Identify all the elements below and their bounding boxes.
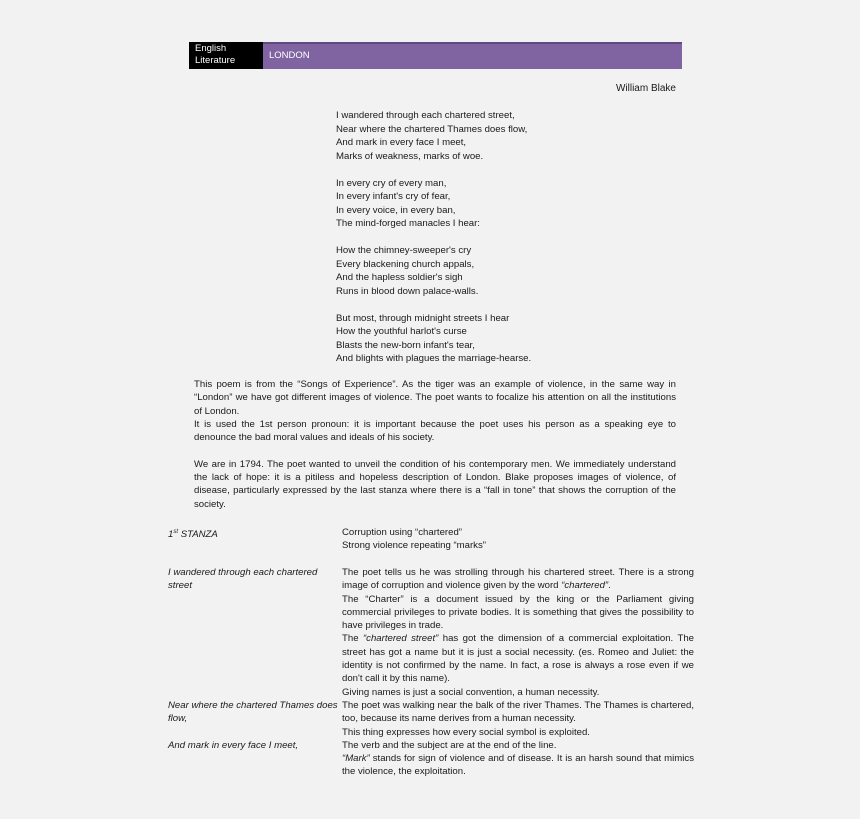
poem-line: Marks of weakness, marks of woe. [336, 150, 484, 162]
poem [336, 109, 531, 379]
intro-paragraph: We are in 1794. The poet wanted to unveil the condition of his contemporary men. We immediately understand the lack of hope: it is a pitiless and hopeless description of London. Blake proposes images of violence, of disease, particularly expressed by the last stanza where there is a “fall in tone” that shows the corruption of the society. [194, 458, 676, 510]
introduction [194, 378, 676, 511]
analysis-row [168, 566, 694, 699]
subject-label: English Literature [189, 42, 263, 69]
poem-line: Near where the chartered Thames does flow, [336, 123, 528, 135]
poem-line: In every infant's cry of fear, [336, 191, 451, 202]
intro-paragraph: This poem is from the “Songs of Experience”. As the tiger was an example of violence, in the same way in “London” we have got different images of violence. The poet wants to focalize his attention on all the institutions of London. [194, 379, 676, 417]
poem-stanza [336, 312, 531, 366]
poem-line: And mark in every face I meet, [336, 137, 467, 148]
analysis-text: The “chartered street” has got the dimension of a commercial exploitation. The street has got a name but it is just a social necessity. (es. Romeo and Juliet: the identity is not confirmed by the name. In fact, a rose is always a rose even if we don't call it by this name). [342, 633, 694, 685]
analysis-text: This thing expresses how every social symbol is exploited. [342, 726, 590, 738]
poem-line: But most, through midnight streets I hear [336, 312, 510, 324]
quoted-line: Near where the chartered Thames does flow, [168, 699, 338, 725]
analysis-text: “Mark” stands for sign of violence and of disease. It is an harsh sound that mimics the violence, the exploitation. [342, 753, 694, 778]
poem-line: The mind-forged manacles I hear: [336, 218, 480, 229]
analysis-text: The “Charter” is a document issued by the king or the Parliament giving commercial privileges to private bodies. It is something that gives the possibility to have privileges in trade. [342, 593, 694, 632]
poem-line: Every blackening church appals, [336, 258, 475, 270]
stanza-heading: 1st STANZA [168, 529, 218, 541]
poem-line: In every voice, in every ban, [336, 204, 456, 216]
stanza-summary: Strong violence repeating “marks” [342, 540, 486, 552]
poem-stanza [336, 177, 531, 231]
header-bar [189, 42, 682, 69]
analysis-text: The poet tells us he was strolling through his chartered street. There is a strong image of corruption and violence given by the word “chartered”. [342, 567, 694, 592]
poem-line: And blights with plagues the marriage-hearse. [336, 353, 532, 364]
intro-paragraph: It is used the 1st person pronoun: it is important because the poet uses his person as a speaking eye to denounce the bad moral values and ideals of his society. [194, 418, 676, 444]
analysis-row [168, 739, 694, 779]
poem-line: Blasts the new-born infant's tear, [336, 339, 475, 351]
poem-line: How the youthful harlot's curse [336, 326, 467, 337]
document-title: LONDON [263, 42, 682, 69]
quoted-line: I wandered through each chartered street [168, 567, 318, 592]
analysis-row [168, 699, 694, 739]
analysis-text: Giving names is just a social convention, a human necessity. [342, 686, 600, 698]
poem-stanza [336, 109, 531, 163]
analysis-table [168, 566, 694, 779]
analysis-text: The verb and the subject are at the end of the line. [342, 739, 557, 751]
poem-line: In every cry of every man, [336, 177, 447, 189]
poem-line: I wandered through each chartered street, [336, 110, 515, 121]
poem-line: And the hapless soldier's sigh [336, 272, 463, 283]
author-name: William Blake [615, 83, 676, 94]
poem-stanza [336, 244, 531, 298]
poem-line: Runs in blood down palace-walls. [336, 285, 479, 297]
stanza-summary: Corruption using “chartered” [342, 527, 462, 538]
poem-line: How the chimney-sweeper's cry [336, 245, 472, 256]
stanza-heading-row [168, 526, 694, 553]
analysis-text: The poet was walking near the balk of the river Thames. The Thames is chartered, too, because its name derives from a human necessity. [342, 699, 694, 725]
quoted-line: And mark in every face I meet, [168, 739, 299, 751]
